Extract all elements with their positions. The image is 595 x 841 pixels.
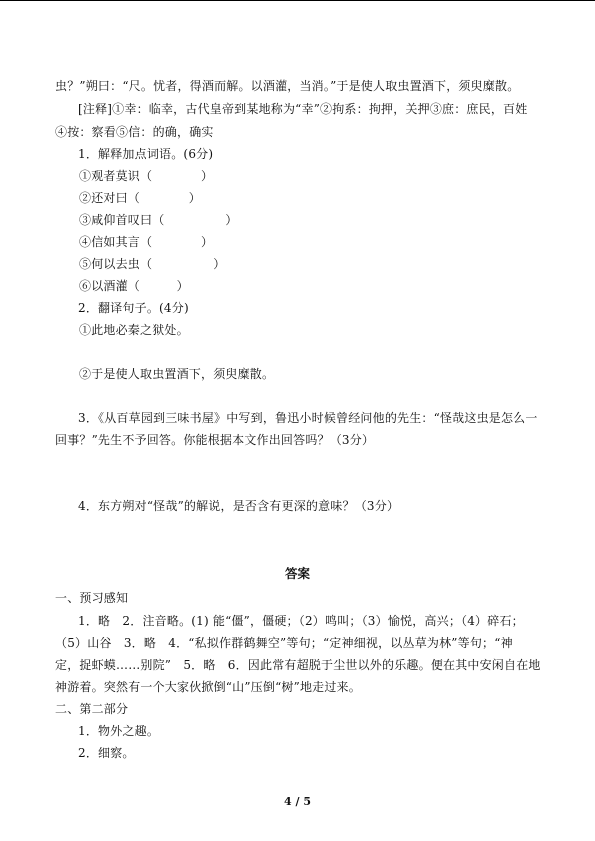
question-text: 回事？”先生不予回答。你能根据本文作出回答吗？（3分） (55, 433, 375, 447)
question-label: 2．翻译句子。(4分) (78, 301, 189, 315)
question-item: ②还对曰（ ） (79, 191, 202, 205)
answer-line: 神游着。突然有一个大家伙掀倒“山”压倒“树”地走过来。 (55, 680, 361, 694)
answer-line: （5）山谷 3．略 4．“私拟作群鹤舞空”等句；“定神细视，以丛草为林”等句；“神 (55, 636, 513, 650)
answer-line: 1．物外之趣。 (78, 724, 160, 738)
section-heading: 二、第二部分 (55, 702, 129, 716)
question-text: 4．东方朔对“怪哉”的解说，是否含有更深的意味？（3分） (78, 499, 400, 513)
section-heading: 一、预习感知 (55, 591, 129, 605)
annotation-line: ④按：察看⑤信：的确，确实 (55, 125, 214, 139)
answer-line: 2．细察。 (78, 746, 135, 760)
question-item: ①此地必秦之狱处。 (79, 323, 189, 337)
passage-line: 虫？”朔曰：“尺。忧者，得酒而解。以酒灌，当消。”于是使人取虫置酒下，须臾糜散。 (55, 79, 520, 93)
question-item: ③咸仰首叹曰（ ） (79, 213, 238, 227)
answer-line: 定，捉虾蟆……别院” 5．略 6．因此常有超脱于尘世以外的乐趣。便在其中安闲自在地 (55, 658, 541, 672)
answers-title: 答案 (284, 566, 310, 581)
question-item: ①观者莫识（ ） (79, 169, 214, 183)
question-label: 1．解释加点词语。(6分) (78, 147, 214, 161)
top-border-line (0, 0, 595, 1)
question-text: 3．《从百草园到三味书屋》中写到，鲁迅小时候曾经问他的先生：“怪哉这虫是怎么一 (78, 411, 538, 425)
page-number: 4 / 5 (284, 795, 311, 808)
question-item: ⑥以酒灌（ ） (79, 279, 189, 293)
question-item: ⑤何以去虫（ ） (79, 257, 226, 271)
answer-line: 1．略 2．注音略。(1) 能“僵”，僵硬；（2）鸣叫；（3）愉悦，高兴；（4）碎石； (78, 614, 524, 628)
annotation-line: [注释]①幸：临幸，古代皇帝到某地称为“幸”②拘系：拘押，关押③庶：庶民，百姓 (78, 102, 528, 116)
question-item: ②于是使人取虫置酒下，须臾糜散。 (79, 367, 275, 381)
question-item: ④信如其言（ ） (79, 235, 214, 249)
